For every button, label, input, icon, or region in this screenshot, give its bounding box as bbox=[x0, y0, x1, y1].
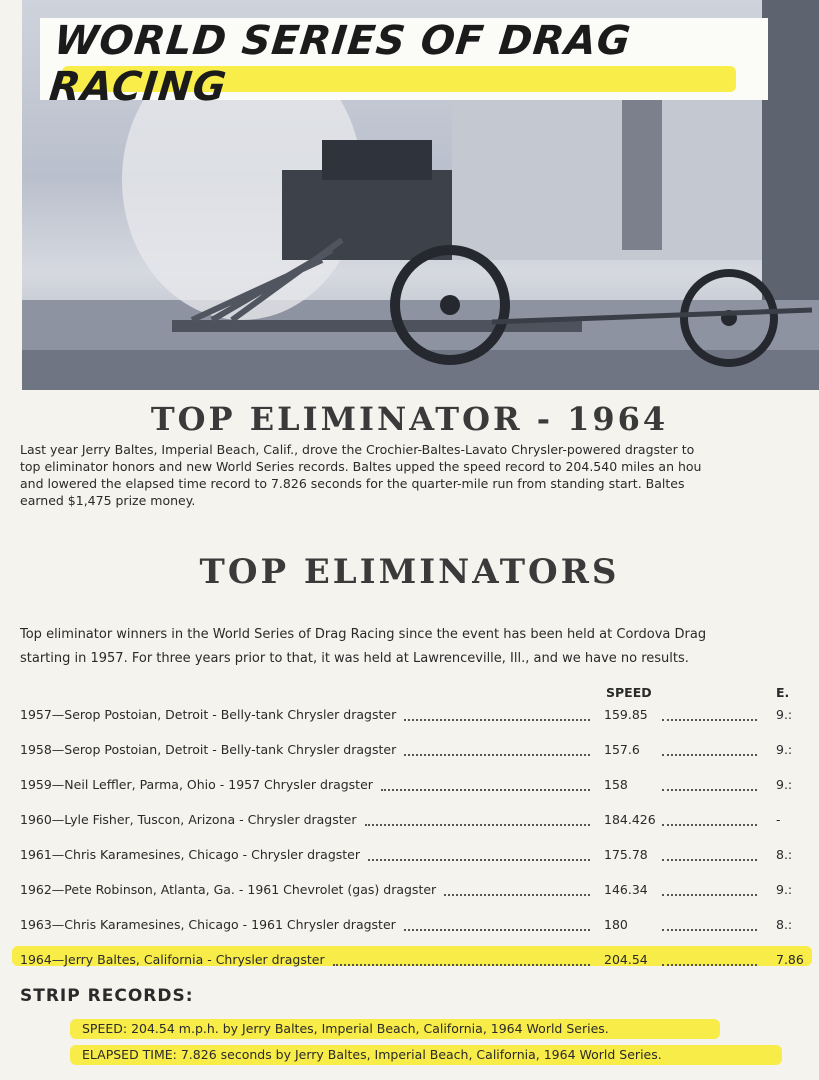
leader-dots bbox=[662, 824, 757, 826]
table-row bbox=[0, 742, 819, 764]
speed-value: 146.34 bbox=[604, 882, 648, 897]
leader-dots bbox=[333, 964, 590, 966]
table-row bbox=[0, 707, 819, 729]
et-value: 9.: bbox=[776, 707, 793, 722]
et-column-header: E. bbox=[776, 685, 790, 700]
winner-text: 1964—Jerry Baltes, California - Chrysler dragster bbox=[20, 952, 325, 967]
speed-value: 157.6 bbox=[604, 742, 640, 757]
leader-dots bbox=[662, 719, 757, 721]
leader-dots bbox=[662, 754, 757, 756]
feature-paragraph-line-3: and lowered the elapsed time record to 7.826 seconds for the quarter-mile run from standing start. Baltes bbox=[20, 476, 685, 491]
et-value: 8.: bbox=[776, 847, 793, 862]
speed-value: 204.54 bbox=[604, 952, 648, 967]
winner-text: 1963—Chris Karamesines, Chicago - 1961 Chrysler dragster bbox=[20, 917, 396, 932]
intro-line-2: starting in 1957. For three years prior to that, it was held at Lawrenceville, Ill., and we have no results. bbox=[20, 651, 689, 666]
leader-dots bbox=[365, 824, 590, 826]
winner-text: 1959—Neil Leffler, Parma, Ohio - 1957 Chrysler dragster bbox=[20, 777, 373, 792]
leader-dots bbox=[368, 859, 590, 861]
leader-dots bbox=[662, 789, 757, 791]
feature-paragraph-line-1: Last year Jerry Baltes, Imperial Beach, Calif., drove the Crochier-Baltes-Lavato Chrysler-powered dragster to bbox=[20, 442, 695, 457]
table-row bbox=[0, 952, 819, 974]
speed-value: 175.78 bbox=[604, 847, 648, 862]
et-value: 9.: bbox=[776, 882, 793, 897]
leader-dots bbox=[381, 789, 590, 791]
table-row bbox=[0, 882, 819, 904]
winner-text: 1957—Serop Postoian, Detroit - Belly-tank Chrysler dragster bbox=[20, 707, 397, 722]
leader-dots bbox=[662, 964, 757, 966]
intro-line-1: Top eliminator winners in the World Series of Drag Racing since the event has been held at Cordova Drag bbox=[20, 627, 707, 642]
winner-text: 1958—Serop Postoian, Detroit - Belly-tank Chrysler dragster bbox=[20, 742, 397, 757]
table-row bbox=[0, 917, 819, 939]
leader-dots bbox=[662, 859, 757, 861]
feature-paragraph-line-4: earned $1,475 prize money. bbox=[20, 493, 196, 508]
leader-dots bbox=[444, 894, 590, 896]
table-row bbox=[0, 777, 819, 799]
leader-dots bbox=[404, 929, 590, 931]
strip-records-heading: STRIP RECORDS: bbox=[20, 986, 194, 1006]
leader-dots bbox=[662, 929, 757, 931]
et-value: 7.86 bbox=[776, 952, 804, 967]
leader-dots bbox=[404, 719, 590, 721]
speed-column-header: SPEED bbox=[606, 685, 652, 700]
winner-text: 1960—Lyle Fisher, Tuscon, Arizona - Chrysler dragster bbox=[20, 812, 357, 827]
et-value: 9.: bbox=[776, 742, 793, 757]
leader-dots bbox=[404, 754, 590, 756]
eliminators-heading: TOP ELIMINATORS bbox=[199, 552, 620, 592]
speed-value: 158 bbox=[604, 777, 628, 792]
speed-value: 180 bbox=[604, 917, 628, 932]
table-row bbox=[0, 847, 819, 869]
feature-heading: TOP ELIMINATOR - 1964 bbox=[150, 400, 669, 438]
feature-paragraph-line-2: top eliminator honors and new World Series records. Baltes upped the speed record to 204.540 miles an hou bbox=[20, 459, 702, 474]
winner-text: 1962—Pete Robinson, Atlanta, Ga. - 1961 Chevrolet (gas) dragster bbox=[20, 882, 437, 897]
et-value: - bbox=[776, 812, 781, 827]
speed-value: 184.426 bbox=[604, 812, 656, 827]
leader-dots bbox=[662, 894, 757, 896]
speed-value: 159.85 bbox=[604, 707, 648, 722]
elapsed-record: ELAPSED TIME: 7.826 seconds by Jerry Baltes, Imperial Beach, California, 1964 World Series. bbox=[82, 1047, 662, 1062]
winner-text: 1961—Chris Karamesines, Chicago - Chrysler dragster bbox=[20, 847, 361, 862]
table-row bbox=[0, 812, 819, 834]
speed-record: SPEED: 204.54 m.p.h. by Jerry Baltes, Imperial Beach, California, 1964 World Series. bbox=[82, 1021, 609, 1036]
et-value: 8.: bbox=[776, 917, 793, 932]
et-value: 9.: bbox=[776, 777, 793, 792]
page-title: WORLD SERIES OF DRAG RACING bbox=[47, 18, 634, 110]
